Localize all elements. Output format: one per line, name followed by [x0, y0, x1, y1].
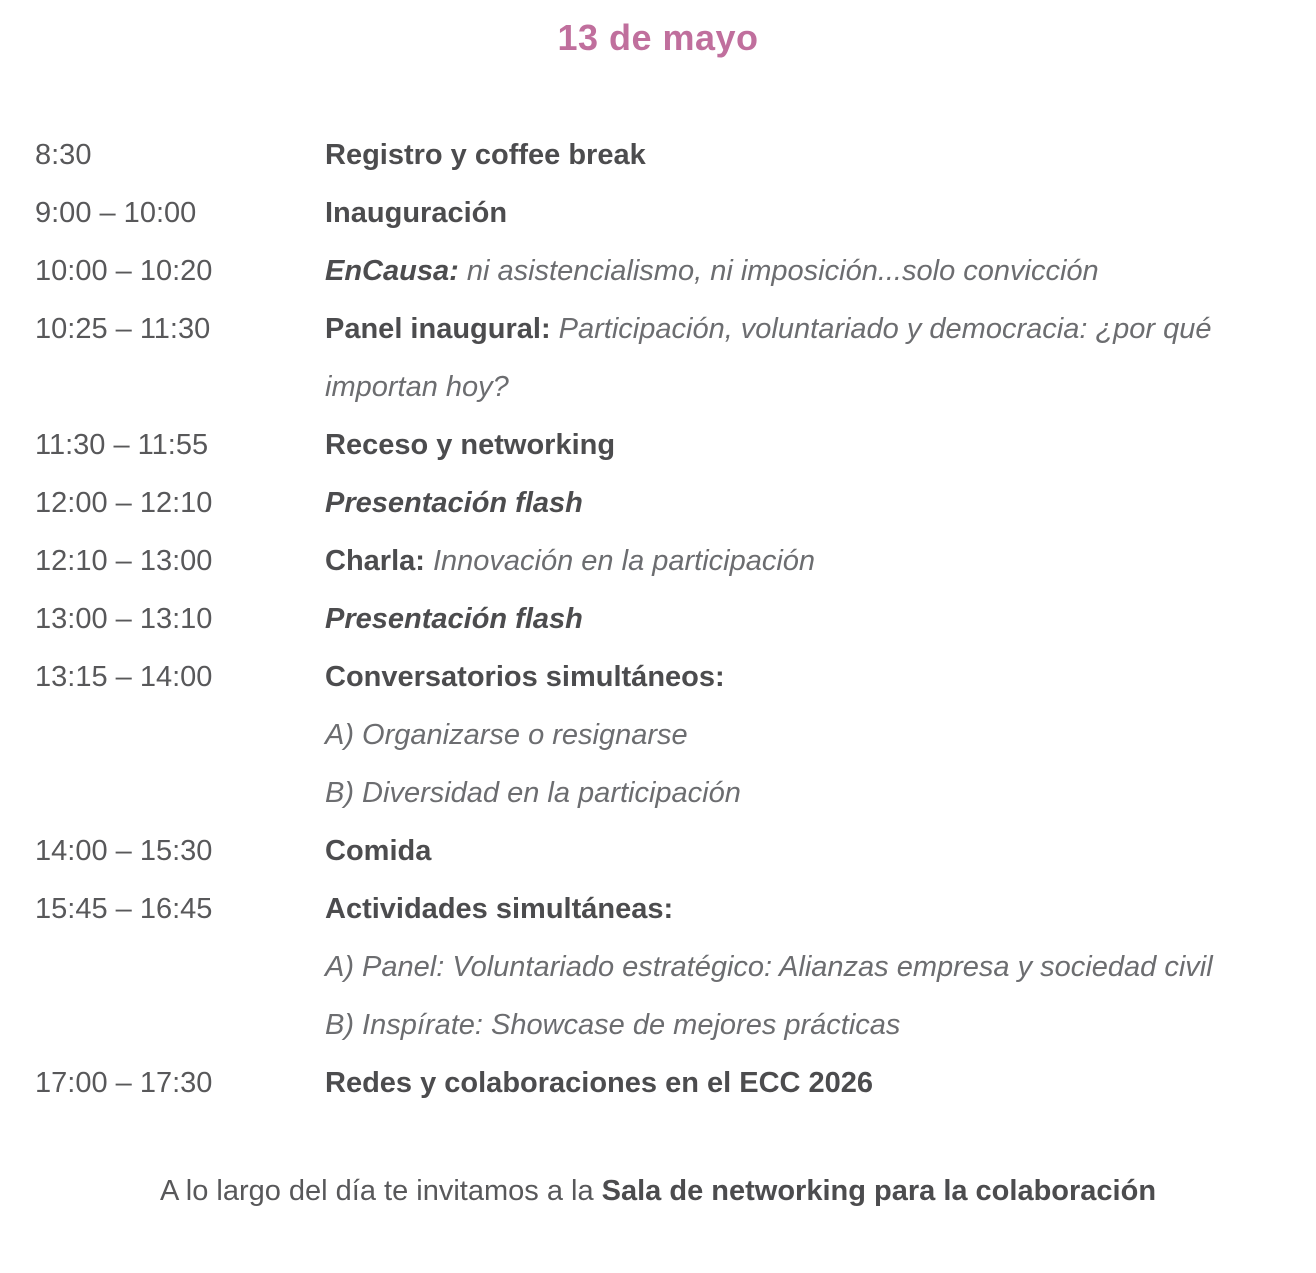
- time-label: 8:30: [35, 139, 92, 171]
- schedule-row: [35, 590, 1286, 648]
- event-title: [325, 242, 1286, 300]
- event-cell: [325, 822, 1286, 880]
- schedule-row: [35, 184, 1286, 242]
- schedule-row: [35, 242, 1286, 300]
- event-subline: B) Inspírate: Showcase de mejores prácticas: [325, 1009, 901, 1041]
- event-text-part: Participación, voluntariado y democracia: ¿por qué importan hoy?: [325, 313, 1212, 403]
- footer-highlight: Sala de networking para la colaboración: [601, 1175, 1157, 1207]
- event-text-part: EnCausa:: [325, 255, 459, 287]
- event-cell: [325, 648, 1286, 822]
- event-text-part: Conversatorios simultáneos:: [325, 661, 725, 693]
- time-label: 13:00 – 13:10: [35, 603, 213, 635]
- event-title: [325, 300, 1286, 416]
- schedule-rows: [0, 126, 1316, 1112]
- event-title: [325, 880, 1286, 938]
- event-text-part: ni asistencialismo, ni imposición...solo convicción: [458, 255, 1099, 287]
- event-text-part: Registro y coffee break: [325, 139, 646, 171]
- event-text-part: Inauguración: [325, 197, 508, 229]
- event-title: [325, 532, 1286, 590]
- time-label: 12:00 – 12:10: [35, 487, 213, 519]
- event-cell: [325, 300, 1286, 416]
- event-text-part: Comida: [325, 835, 432, 867]
- event-text-part: Panel inaugural:: [325, 313, 551, 345]
- time-label: 11:30 – 11:55: [35, 429, 209, 461]
- event-text-part: Redes y colaboraciones en el ECC 2026: [325, 1067, 874, 1099]
- footer-text: A lo largo del día te invitamos a la: [159, 1175, 602, 1207]
- event-cell: [325, 1054, 1286, 1112]
- event-title: [325, 648, 1286, 706]
- time-label: 13:15 – 14:00: [35, 661, 213, 693]
- schedule-row: [35, 300, 1286, 416]
- event-title: [325, 184, 1286, 242]
- event-text-part: Presentación flash: [325, 603, 583, 635]
- event-cell: [325, 126, 1286, 184]
- schedule-row: [35, 532, 1286, 590]
- time-label: 15:45 – 16:45: [35, 893, 213, 925]
- time-label: 12:10 – 13:00: [35, 545, 213, 577]
- event-title: [325, 590, 1286, 648]
- footer-note: [0, 1162, 1316, 1220]
- schedule-row: [35, 126, 1286, 184]
- event-title: [325, 822, 1286, 880]
- event-cell: [325, 474, 1286, 532]
- event-text-part: Presentación flash: [325, 487, 583, 519]
- schedule-row: [35, 1054, 1286, 1112]
- page-title: 13 de mayo: [557, 17, 759, 58]
- schedule-row: [35, 474, 1286, 532]
- event-title: [325, 1054, 1286, 1112]
- event-cell: [325, 184, 1286, 242]
- event-title: [325, 474, 1286, 532]
- schedule-row: [35, 416, 1286, 474]
- event-title: [325, 416, 1286, 474]
- time-label: 17:00 – 17:30: [35, 1067, 213, 1099]
- event-cell: [325, 590, 1286, 648]
- schedule-row: [35, 880, 1286, 1054]
- time-label: 10:00 – 10:20: [35, 255, 213, 287]
- event-text-part: Charla:: [325, 545, 425, 577]
- event-cell: [325, 242, 1286, 300]
- event-text-part: Actividades simultáneas:: [325, 893, 674, 925]
- time-label: 14:00 – 15:30: [35, 835, 213, 867]
- time-label: 9:00 – 10:00: [35, 197, 197, 229]
- time-label: 10:25 – 11:30: [35, 313, 211, 345]
- event-text-part: Innovación en la participación: [424, 545, 816, 577]
- event-title: [325, 126, 1286, 184]
- event-cell: [325, 880, 1286, 1054]
- event-cell: [325, 416, 1286, 474]
- event-subline: B) Diversidad en la participación: [325, 777, 741, 809]
- event-subline: A) Panel: Voluntariado estratégico: Alianzas empresa y sociedad civil: [325, 951, 1213, 983]
- schedule-row: [35, 822, 1286, 880]
- schedule-row: [35, 648, 1286, 822]
- event-text-part: Receso y networking: [325, 429, 616, 461]
- event-cell: [325, 532, 1286, 590]
- event-subline: A) Organizarse o resignarse: [325, 719, 688, 751]
